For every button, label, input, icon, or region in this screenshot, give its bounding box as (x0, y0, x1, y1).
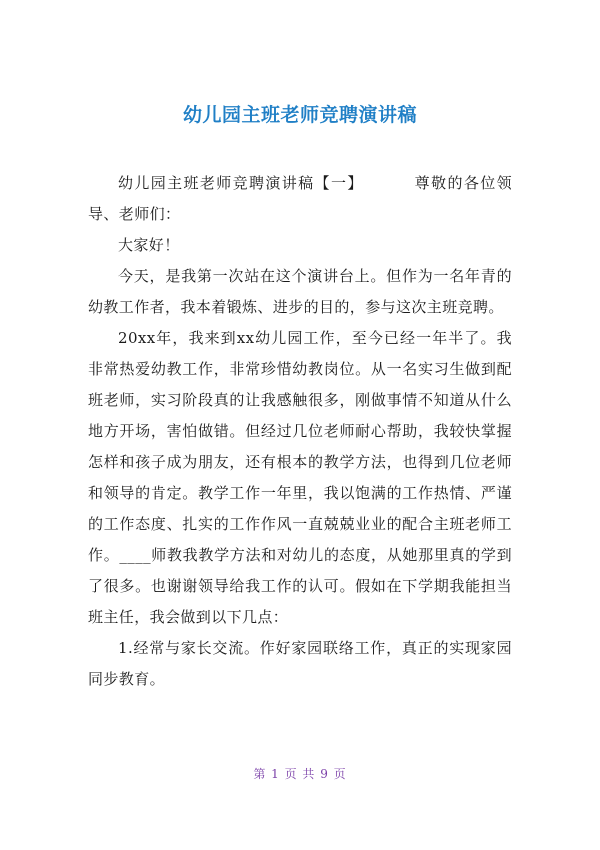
paragraph-intro: 今天，是我第一次站在这个演讲台上。但作为一名年青的幼教工作者，我本着锻炼、进步的目的，参与这次主班竞聘。 (88, 267, 512, 316)
paragraph-greeting: 大家好！ (118, 236, 180, 254)
paragraph-experience: 20xx年，我来到xx幼儿园工作，至今已经一年半了。我非常热爱幼教工作，非常珍惜幼教岗位。从一名实习生做到配班老师，实习阶段真的让我感触很多，刚做事情不知道从什么地方开场，害怕做错。但经过几位老师耐心帮助，我较快掌握怎样和孩子成为朋友，还有根本的教学方法，也得到几位老师和领导的肯定。教学工作一年里，我以饱满的工作热情、严谨的工作态度、扎实的工作作风一直兢兢业业的配合主班老师工作。____师教我教学方法和对幼儿的态度，从她那里真的学到了很多。也谢谢领导给我工作的认可。假如在下学期我能担当班主任，我会做到以下几点： (88, 329, 512, 626)
document-title: 幼儿园主班老师竞聘演讲稿 (182, 104, 417, 126)
paragraph-point-1: 1.经常与家长交流。作好家园联络工作，真正的实现家园同步教育。 (88, 639, 512, 688)
page-number: 第 1 页 共 9 页 (253, 767, 347, 781)
heading-paragraph (88, 168, 512, 230)
salutation: 尊敬的各位领导、老师们： (88, 174, 512, 223)
speech-heading: 幼儿园主班老师竞聘演讲稿【一】 (118, 174, 364, 192)
document-body (88, 168, 512, 695)
